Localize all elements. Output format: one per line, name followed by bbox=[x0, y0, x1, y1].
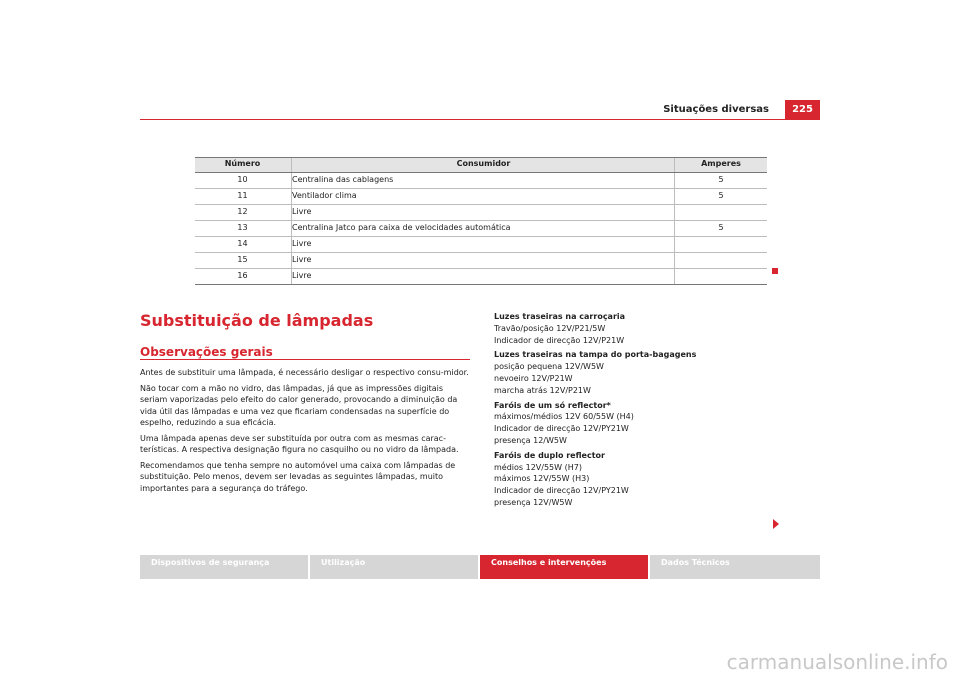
column-separator bbox=[674, 173, 675, 188]
footer-tab-technical-data[interactable] bbox=[650, 555, 820, 579]
cell-amperes: 5 bbox=[718, 223, 724, 232]
column-separator bbox=[291, 189, 292, 204]
lamp-spec: posição pequena 12V/W5W bbox=[494, 362, 604, 372]
section-heading: Substituição de lâmpadas bbox=[140, 311, 374, 330]
column-separator bbox=[291, 253, 292, 268]
lamp-group-title: Luzes traseiras na carroçaria bbox=[494, 312, 626, 321]
table-row bbox=[195, 205, 767, 221]
header-divider bbox=[140, 119, 820, 120]
lamp-spec: Indicador de direcção 12V/PY21W bbox=[494, 424, 629, 434]
page-number: 225 bbox=[785, 100, 820, 119]
cell-number: 11 bbox=[237, 191, 248, 200]
column-separator bbox=[291, 221, 292, 236]
column-separator bbox=[674, 158, 675, 172]
table-body bbox=[195, 173, 767, 285]
lamp-spec: presença 12/W5W bbox=[494, 435, 567, 445]
cell-number: 15 bbox=[237, 255, 248, 264]
cell-number: 12 bbox=[237, 207, 248, 216]
column-separator bbox=[291, 158, 292, 172]
footer-tab-label: Utilização bbox=[321, 558, 366, 567]
column-header-number: Número bbox=[224, 159, 261, 168]
footer-tab-safety[interactable] bbox=[140, 555, 308, 579]
cell-consumer: Livre bbox=[292, 239, 312, 248]
cell-number: 16 bbox=[237, 271, 248, 280]
cell-consumer: Ventilador clima bbox=[292, 191, 357, 200]
column-separator bbox=[674, 189, 675, 204]
column-separator bbox=[674, 221, 675, 236]
table-row bbox=[195, 269, 767, 285]
lamp-group-title: Luzes traseiras na tampa do porta-bagagens bbox=[494, 350, 697, 360]
footer-tab-label: Dados Técnicos bbox=[661, 558, 730, 567]
page-section-title: Situações diversas bbox=[663, 104, 769, 115]
column-separator bbox=[674, 205, 675, 220]
cell-number: 10 bbox=[237, 175, 248, 184]
footer-tab-usage[interactable] bbox=[310, 555, 478, 579]
column-separator bbox=[674, 253, 675, 268]
lamp-spec: nevoeiro 12V/P21W bbox=[494, 373, 573, 383]
cell-consumer: Centralina das cablagens bbox=[292, 175, 394, 184]
lamp-spec: máximos 12V/55W (H3) bbox=[494, 474, 590, 484]
lamp-spec: marcha atrás 12V/P21W bbox=[494, 385, 591, 395]
footer-tab-label: Dispositivos de segurança bbox=[151, 558, 270, 567]
cell-consumer: Livre bbox=[292, 271, 312, 280]
paragraph: Antes de substituir uma lâmpada, é necessário desligar o respectivo consu-midor. bbox=[140, 368, 469, 377]
lamp-spec: Indicador de direcção 12V/PY21W bbox=[494, 486, 629, 496]
column-separator bbox=[674, 269, 675, 284]
table-header-row bbox=[195, 157, 767, 173]
table-row bbox=[195, 237, 767, 253]
cell-amperes: 5 bbox=[718, 191, 724, 200]
column-separator bbox=[291, 269, 292, 284]
lamp-list bbox=[494, 311, 794, 509]
cell-consumer: Livre bbox=[292, 255, 312, 264]
cell-consumer: Centralina Jatco para caixa de velocidades automática bbox=[292, 223, 511, 232]
fuse-table bbox=[195, 157, 767, 285]
table-row bbox=[195, 189, 767, 205]
table-row bbox=[195, 253, 767, 269]
section-subheading: Observações gerais bbox=[140, 345, 273, 359]
cell-amperes: 5 bbox=[718, 175, 724, 184]
cell-number: 14 bbox=[237, 239, 248, 248]
lamp-group-title: Faróis de um só reflector* bbox=[494, 400, 611, 410]
subheading-divider bbox=[140, 359, 470, 360]
lamp-group-title: Faróis de duplo reflector bbox=[494, 450, 605, 460]
table-row bbox=[195, 173, 767, 189]
footer-tab-label: Conselhos e intervenções bbox=[491, 558, 607, 567]
lamp-spec: presença 12V/W5W bbox=[494, 497, 573, 507]
lamp-spec: Indicador de direcção 12V/P21W bbox=[494, 335, 625, 345]
cell-number: 13 bbox=[237, 223, 248, 232]
column-header-consumer: Consumidor bbox=[456, 159, 511, 168]
column-separator bbox=[291, 237, 292, 252]
paragraph: Não tocar com a mão no vidro, das lâmpadas, já que as impressões digitais seriam vaporizadas pelo efeito do calor generado, provocando a diminuição da vida útil das lâmpadas e uma vez que ficariam condensadas na superfície do espelho, reduzindo a sua eficácia. bbox=[140, 383, 458, 427]
cell-consumer: Livre bbox=[292, 207, 312, 216]
paragraph: Uma lâmpada apenas deve ser substituída por outra com as mesmas carac-terísticas. A respectiva designação figura no casquilho ou no vidro da lâmpada. bbox=[140, 433, 459, 454]
column-separator bbox=[291, 173, 292, 188]
footer-tab-advice-active[interactable] bbox=[480, 555, 648, 579]
watermark: carmanualsonline.info bbox=[726, 650, 948, 674]
lamp-spec: médios 12V/55W (H7) bbox=[494, 462, 582, 472]
lamp-spec: máximos/médios 12V 60/55W (H4) bbox=[494, 412, 634, 422]
general-notes-text bbox=[140, 367, 472, 498]
column-separator bbox=[674, 237, 675, 252]
paragraph: Recomendamos que tenha sempre no automóvel uma caixa com lâmpadas de substituição. Pelo menos, devem ser levadas as seguintes lâmpadas, muito importantes para a segurança do tráfego. bbox=[140, 460, 456, 493]
column-separator bbox=[291, 205, 292, 220]
next-page-arrow-icon[interactable] bbox=[773, 519, 779, 529]
table-row bbox=[195, 221, 767, 237]
end-of-section-marker bbox=[772, 268, 778, 274]
column-header-amperes: Amperes bbox=[701, 159, 741, 168]
lamp-spec: Travão/posição 12V/P21/5W bbox=[494, 323, 606, 333]
